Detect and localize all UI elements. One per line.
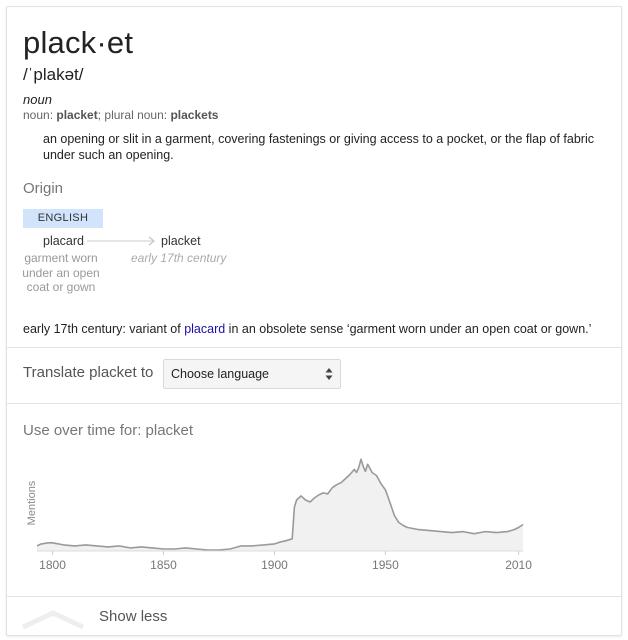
etymology-target-date: early 17th century	[131, 251, 227, 265]
chevron-up-icon[interactable]	[21, 605, 85, 631]
y-axis-label: Mentions	[26, 480, 38, 526]
definition-text: an opening or slit in a garment, covering fastenings or giving access to a pocket, or the flap of fabric under such an opening.	[43, 132, 595, 162]
translate-label: Translate placket to	[23, 364, 154, 381]
x-tick-label: 1950	[372, 558, 399, 572]
origin-heading: Origin	[23, 180, 64, 197]
language-badge: ENGLISH	[23, 209, 103, 228]
phonetic-spelling: /ˈplakət/	[23, 65, 84, 84]
language-select[interactable]	[163, 359, 341, 389]
forms-separator: ; plural noun:	[97, 108, 171, 122]
etymology-source-word: placard	[43, 234, 84, 248]
show-less-button[interactable]: Show less	[99, 608, 168, 625]
divider	[7, 596, 621, 597]
word-forms	[23, 108, 218, 122]
origin-note	[23, 322, 591, 336]
x-axis-ticks	[39, 551, 532, 572]
singular-form: placket	[56, 108, 98, 122]
language-select-value: Choose language	[171, 367, 269, 381]
x-tick-label: 1900	[261, 558, 288, 572]
divider	[7, 347, 621, 348]
divider	[7, 403, 621, 404]
x-tick-label: 1800	[39, 558, 66, 572]
etymology-arrow-icon	[87, 235, 159, 247]
etymology-source-gloss: garment worn under an open coat or gown	[22, 251, 100, 294]
headword: plack·et	[23, 25, 134, 60]
plural-form: plackets	[170, 108, 219, 122]
part-of-speech: noun	[23, 92, 52, 107]
dictionary-card	[6, 6, 622, 636]
origin-note-end: in an obsolete sense ‘garment worn under an open coat or gown.’	[225, 322, 592, 336]
usage-area	[37, 459, 523, 551]
placard-link[interactable]: placard	[184, 322, 226, 336]
select-arrows-icon	[325, 367, 333, 381]
origin-note-start: early 17th century: variant of	[23, 322, 185, 336]
x-tick-label: 2010	[505, 558, 532, 572]
forms-prefix: noun:	[23, 108, 57, 122]
etymology-target-word: placket	[161, 234, 201, 248]
usage-chart	[7, 447, 622, 577]
x-tick-label: 1850	[150, 558, 177, 572]
usage-heading: Use over time for: placket	[23, 422, 194, 439]
